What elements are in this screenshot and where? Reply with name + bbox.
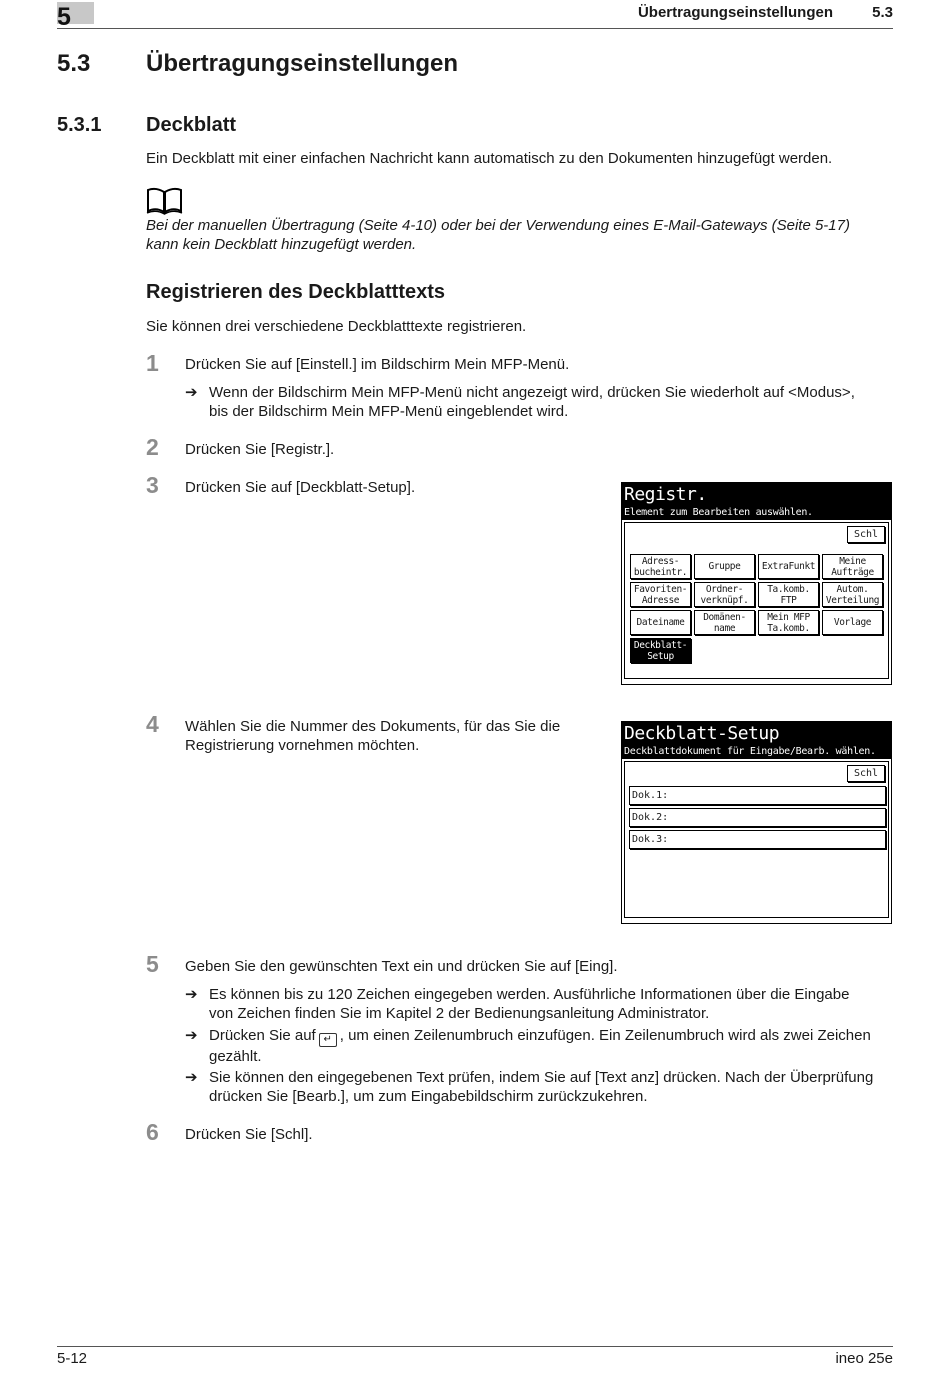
substep-line: Sie können den eingegebenen Text prüfen, indem Sie auf [Text anz] drücken. Nach der Überprüfung [209, 1069, 874, 1086]
register-intro: Sie können drei verschiedene Deckblatttexte registrieren. [146, 318, 527, 335]
step-number: 1 [146, 350, 159, 376]
step-substep [209, 1026, 899, 1066]
template-button[interactable]: Vorlage [822, 610, 883, 635]
screen-title: Deckblatt-Setup [624, 723, 780, 744]
screen-header [622, 483, 891, 520]
cover-sheet-setup-screen [621, 721, 892, 924]
group-button[interactable]: Gruppe [694, 554, 755, 579]
step-substep [209, 985, 899, 1023]
domain-name-button[interactable]: Domänen- name [694, 610, 755, 635]
folder-link-button[interactable]: Ordner- verknüpf. [694, 582, 755, 607]
favorite-address-button[interactable]: Favoriten- Adresse [630, 582, 691, 607]
book-icon [146, 187, 183, 215]
substep-line: drücken Sie [Bearb.], um zum Eingabebildschirm zurückzukehren. [209, 1088, 648, 1105]
subsection-number: 5.3.1 [57, 114, 102, 136]
enter-key-icon: ↵ [319, 1033, 337, 1047]
address-book-button[interactable]: Adress- bucheintr. [630, 554, 691, 579]
note-line: kann kein Deckblatt hinzugefügt werden. [146, 236, 417, 253]
intro-text: Ein Deckblatt mit einer einfachen Nachricht kann automatisch zu den Dokumenten hinzugefügt werden. [146, 150, 833, 167]
ftp-shortcut-button[interactable]: Ta.komb. FTP [758, 582, 819, 607]
header-rule [57, 28, 893, 29]
screen-subtitle: Element zum Bearbeiten auswählen. [624, 507, 813, 518]
close-button[interactable]: Schl [847, 526, 885, 543]
arrow-icon: ➔ [185, 986, 198, 1003]
screen-body [624, 761, 889, 918]
arrow-icon: ➔ [185, 1069, 198, 1086]
doc-1-row[interactable]: Dok.1: [629, 786, 886, 805]
step-text [185, 717, 560, 755]
step-text: Geben Sie den gewünschten Text ein und drücken Sie auf [Eing]. [185, 958, 618, 975]
step-substep [209, 1068, 899, 1106]
step-number: 6 [146, 1119, 159, 1145]
step-line: Registrierung vornehmen möchten. [185, 737, 420, 754]
registr-screen [621, 482, 892, 685]
substep-text: , um einen Zeilenumbruch einzufügen. Ein Zeilenumbruch wird als zwei Zeichen [339, 1027, 871, 1044]
note-line: Bei der manuellen Übertragung (Seite 4-10) oder bei der Verwendung eines E-Mail-Gateways (Seite 5-17) [146, 217, 850, 234]
subsection-title: Deckblatt [146, 114, 237, 136]
my-mfp-shortcut-button[interactable]: Mein MFP Ta.komb. [758, 610, 819, 635]
running-header-title: Übertragungseinstellungen [637, 4, 833, 21]
step-text: Drücken Sie auf [Einstell.] im Bildschirm Mein MFP-Menü. [185, 356, 570, 373]
section-number: 5.3 [57, 50, 91, 77]
running-header-section: 5.3 [872, 4, 893, 21]
step-text: Drücken Sie [Registr.]. [185, 441, 335, 458]
step-number: 4 [146, 711, 159, 737]
screen-subtitle: Deckblattdokument für Eingabe/Bearb. wählen. [624, 746, 876, 757]
footer-rule [57, 1346, 893, 1347]
substep-line: von Zeichen finden Sie im Kapitel 2 der Bedienungsanleitung Administrator. [209, 1005, 710, 1022]
menu-grid [630, 554, 883, 663]
step-number: 3 [146, 472, 159, 498]
step-line: Wählen Sie die Nummer des Dokuments, für das Sie die [185, 718, 561, 735]
substep-line [209, 1026, 899, 1047]
doc-3-row[interactable]: Dok.3: [629, 830, 886, 849]
register-heading: Registrieren des Deckblatttexts [146, 281, 446, 303]
substep-line: Wenn der Bildschirm Mein MFP-Menü nicht angezeigt wird, drücken Sie wiederholt auf <Modus>, [209, 384, 855, 401]
step-number: 2 [146, 434, 159, 460]
substep-text: Drücken Sie auf [209, 1027, 316, 1044]
step-number: 5 [146, 951, 159, 977]
filename-button[interactable]: Dateiname [630, 610, 691, 635]
arrow-icon: ➔ [185, 384, 198, 401]
step-substep [209, 383, 899, 421]
product-name: ineo 25e [835, 1350, 893, 1367]
substep-line: bis der Bildschirm Mein MFP-Menü eingeblendet wird. [209, 403, 569, 420]
cover-sheet-setup-button[interactable]: Deckblatt- Setup [630, 638, 691, 663]
auto-distribution-button[interactable]: Autom. Verteilung [822, 582, 883, 607]
doc-2-row[interactable]: Dok.2: [629, 808, 886, 827]
page-number: 5-12 [57, 1350, 88, 1367]
my-jobs-button[interactable]: Meine Aufträge [822, 554, 883, 579]
screen-header [622, 722, 891, 759]
step-text: Drücken Sie auf [Deckblatt-Setup]. [185, 479, 416, 496]
substep-line: Es können bis zu 120 Zeichen eingegeben werden. Ausführliche Informationen über die Eingabe [209, 986, 850, 1003]
screen-title: Registr. [624, 484, 707, 505]
chapter-number: 5 [57, 3, 71, 31]
substep-line: gezählt. [209, 1048, 262, 1065]
close-button[interactable]: Schl [847, 765, 885, 782]
section-title: Übertragungseinstellungen [146, 50, 459, 77]
screen-body [624, 522, 889, 679]
arrow-icon: ➔ [185, 1027, 198, 1044]
note-text [146, 216, 896, 254]
extra-function-button[interactable]: ExtraFunkt [758, 554, 819, 579]
step-text: Drücken Sie [Schl]. [185, 1126, 313, 1143]
